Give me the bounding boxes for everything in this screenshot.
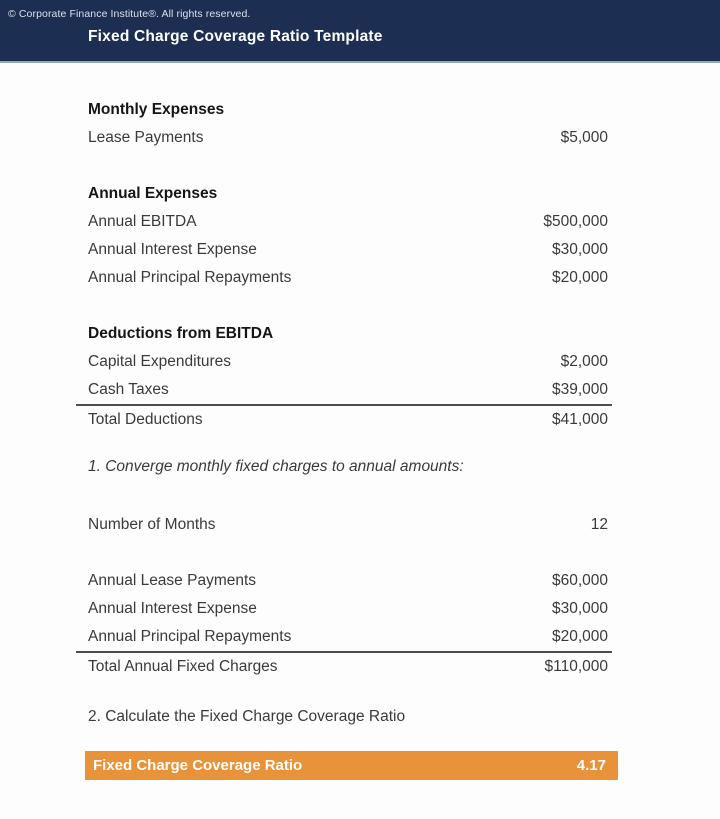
row-annual-principal-repayments bbox=[76, 264, 612, 292]
header-bar bbox=[0, 0, 720, 63]
row-annual-lease-payments bbox=[76, 567, 612, 595]
row-annual-ebitda bbox=[76, 208, 612, 236]
line-item-label: Cash Taxes bbox=[88, 381, 169, 398]
spacer bbox=[76, 731, 612, 751]
section-heading-annual-expenses: Annual Expenses bbox=[88, 185, 218, 202]
line-item-label: Annual EBITDA bbox=[88, 213, 197, 230]
line-item-value: 12 bbox=[590, 516, 608, 533]
result-label: Fixed Charge Coverage Ratio bbox=[93, 757, 303, 774]
section-heading-monthly-expenses: Monthly Expenses bbox=[88, 101, 225, 118]
spacer bbox=[76, 152, 612, 180]
row-capital-expenditures bbox=[76, 348, 612, 376]
line-item-value: $20,000 bbox=[551, 269, 608, 286]
copyright-text: © Corporate Finance Institute®. All rights reserved. bbox=[8, 8, 251, 20]
row-total-annual-fixed-charges bbox=[76, 651, 612, 679]
line-item-value: $5,000 bbox=[560, 129, 608, 146]
row-total-deductions bbox=[76, 404, 612, 432]
total-label: Total Annual Fixed Charges bbox=[88, 658, 278, 675]
row-annual-interest-expense-2 bbox=[76, 595, 612, 623]
row-annual-interest-expense bbox=[76, 236, 612, 264]
line-item-value: $2,000 bbox=[560, 353, 608, 370]
section-heading-deductions: Deductions from EBITDA bbox=[88, 325, 274, 342]
spacer bbox=[76, 679, 612, 703]
worksheet bbox=[76, 63, 612, 780]
row-number-of-months bbox=[76, 511, 612, 539]
fixed-charge-coverage-ratio-result bbox=[85, 751, 618, 780]
step-2-note: 2. Calculate the Fixed Charge Coverage Ratio bbox=[88, 708, 406, 725]
line-item-value: $30,000 bbox=[551, 241, 608, 258]
line-item-label: Annual Principal Repayments bbox=[88, 628, 292, 645]
line-item-label: Annual Principal Repayments bbox=[88, 269, 292, 286]
line-item-value: $500,000 bbox=[543, 213, 608, 230]
line-item-label: Annual Interest Expense bbox=[88, 600, 257, 617]
spacer bbox=[76, 539, 612, 567]
line-item-label: Annual Lease Payments bbox=[88, 572, 257, 589]
line-item-label: Lease Payments bbox=[88, 129, 204, 146]
line-item-value: $39,000 bbox=[551, 381, 608, 398]
result-value: 4.17 bbox=[576, 757, 606, 774]
line-item-label: Number of Months bbox=[88, 516, 216, 533]
page-title: Fixed Charge Coverage Ratio Template bbox=[88, 28, 383, 45]
total-value: $110,000 bbox=[544, 658, 608, 675]
line-item-value: $30,000 bbox=[551, 600, 608, 617]
total-value: $41,000 bbox=[551, 411, 608, 428]
spacer bbox=[76, 292, 612, 320]
spacer bbox=[76, 432, 612, 453]
total-label: Total Deductions bbox=[88, 411, 203, 428]
line-item-label: Annual Interest Expense bbox=[88, 241, 257, 258]
row-lease-payments bbox=[76, 124, 612, 152]
line-item-value: $20,000 bbox=[551, 628, 608, 645]
row-annual-principal-repayments-2 bbox=[76, 623, 612, 651]
line-item-label: Capital Expenditures bbox=[88, 353, 232, 370]
step-1-note: 1. Converge monthly fixed charges to annual amounts: bbox=[88, 458, 464, 475]
spacer bbox=[76, 481, 612, 511]
row-cash-taxes bbox=[76, 376, 612, 404]
line-item-value: $60,000 bbox=[551, 572, 608, 589]
